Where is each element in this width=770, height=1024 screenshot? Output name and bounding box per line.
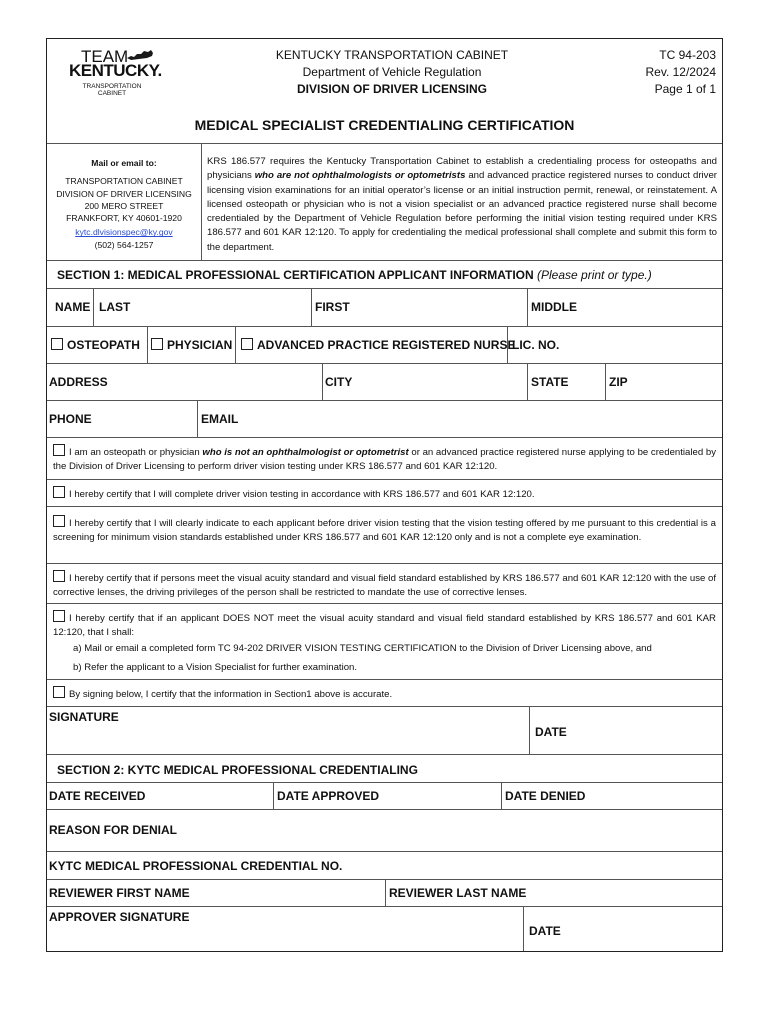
statement-1-checkbox[interactable] [53,444,65,456]
city-field[interactable]: CITY [325,375,353,389]
form-info [646,47,717,98]
aprn-checkbox[interactable] [241,338,253,350]
page-number: Page 1 of 1 [654,82,716,96]
header-row [47,39,722,143]
statement-4-row [47,564,722,604]
statement-4-text: I hereby certify that if persons meet the visual acuity standard and visual field standard established by KRS 186.577 and 601 KAR 12:120 with the use of corrective lenses, the driving privileges of the person shall be restricted to mandate the use of corrective lenses. [53,573,716,599]
agency-name: KENTUCKY TRANSPORTATION CABINET [275,48,509,62]
intro-emphasis: who are not ophthalmologists or optometrists [254,170,466,182]
kentucky-state-icon [125,49,155,61]
statement-6 [53,686,716,702]
statement-1-row [47,438,722,480]
section1-header [47,261,722,289]
signature-date-field[interactable]: DATE [535,725,567,739]
statement-5a: a) Mail or email a completed form TC 94-202 DRIVER VISION TESTING CERTIFICATION to the Division of Driver Licensing above, and [73,643,652,654]
section2-header [47,755,722,783]
date-received-field[interactable]: DATE RECEIVED [49,789,146,803]
signature-row [47,707,722,755]
phone-field[interactable]: PHONE [49,412,92,426]
reviewer-last-name-field[interactable]: REVIEWER LAST NAME [389,886,527,900]
statement-2-row [47,480,722,507]
approver-date-field[interactable]: DATE [529,924,561,938]
statement-3-row [47,507,722,564]
statement-5 [53,610,716,641]
reviewer-row [47,880,722,907]
division-name: DIVISION OF DRIVER LICENSING [296,82,488,96]
mail-email-link[interactable]: kytc.dlvisionspec@ky.gov [75,227,173,238]
first-name-field[interactable]: FIRST [315,300,350,314]
name-row [47,289,722,327]
form-title: MEDICAL SPECIALIST CREDENTIALING CERTIFICATION [194,117,575,133]
statement-6-checkbox[interactable] [53,686,65,698]
reason-row [47,810,722,852]
statement-4 [53,570,716,601]
mail-line-1: TRANSPORTATION CABINET [65,176,183,187]
revision: Rev. 12/2024 [645,65,716,79]
statement-1-text-a: I am an osteopath or physician [69,447,203,458]
date-denied-field[interactable]: DATE DENIED [505,789,586,803]
form-number: TC 94-203 [659,48,716,62]
intro-part-1: KRS 186.577 requires the Kentucky Transportation Cabinet to establish a credentialing process for osteopaths and physicians [207,156,717,182]
osteopath-label: OSTEOPATH [67,338,140,352]
physician-label: PHYSICIAN [167,338,233,352]
statement-3 [53,515,716,546]
last-name-field[interactable]: LAST [99,300,131,314]
logo-subtitle: TRANSPORTATION CABINET [82,83,142,97]
profession-row [47,327,722,364]
osteopath-option[interactable] [51,338,140,352]
mail-heading: Mail or email to: [91,158,157,168]
aprn-option[interactable] [241,338,515,352]
statement-6-text: By signing below, I certify that the information in Section1 above is accurate. [69,689,393,700]
statement-3-checkbox[interactable] [53,515,65,527]
logo-team: TEAM [81,47,129,66]
statement-3-text: I hereby certify that I will clearly indicate to each applicant before driver vision testing that the vision testing offered by me pursuant to this credential is a screening for minimum vision standards established under KRS 186.577 and 601 KAR 12:120 only and is not a complete eye examination. [53,518,716,544]
signature-field[interactable]: SIGNATURE [49,710,119,724]
phone-row [47,401,722,438]
state-field[interactable]: STATE [531,375,569,389]
reviewer-first-name-field[interactable]: REVIEWER FIRST NAME [49,886,190,900]
osteopath-checkbox[interactable] [51,338,63,350]
reason-for-denial-field[interactable]: REASON FOR DENIAL [49,823,178,837]
license-number-field[interactable]: LIC. NO. [512,338,560,352]
section2-title: SECTION 2: KYTC MEDICAL PROFESSIONAL CREDENTIALING [57,763,418,777]
logo-kentucky: KENTUCKY. [69,61,162,80]
statement-1-text-b: or an advanced practice registered nurse applying to be credentialed by the Division of Driver Licensing to perform driver vision testing under KRS 186.577 and 601 KAR 12:120. [53,447,716,473]
form [46,38,723,952]
credential-row [47,852,722,880]
statement-6-row [47,680,722,707]
intro-text [207,155,717,255]
address-field[interactable]: ADDRESS [49,375,108,389]
middle-name-field[interactable]: MIDDLE [531,300,577,314]
section1-title: SECTION 1: MEDICAL PROFESSIONAL CERTIFICATION APPLICANT INFORMATION [57,268,534,282]
approver-signature-field[interactable]: APPROVER SIGNATURE [49,910,190,924]
statement-1-emphasis: who is not an ophthalmologist or optometrist [202,447,409,458]
statement-2-checkbox[interactable] [53,486,65,498]
dates-row [47,783,722,810]
statement-4-checkbox[interactable] [53,570,65,582]
mail-line-3: 200 MERO STREET [84,200,164,211]
statement-5-row [47,604,722,680]
approver-row [47,907,722,951]
name-label: NAME [55,300,91,314]
zip-field[interactable]: ZIP [609,375,628,389]
agency-block [247,47,537,98]
mail-phone: (502) 564-1257 [94,239,154,250]
email-field[interactable]: EMAIL [201,412,239,426]
statement-2 [53,486,716,502]
physician-checkbox[interactable] [151,338,163,350]
aprn-label: ADVANCED PRACTICE REGISTERED NURSE [257,338,516,352]
mail-line-4: FRANKFORT, KY 40601-1920 [66,213,182,224]
mail-line-2: DIVISION OF DRIVER LICENSING [56,188,192,199]
intro-part-2: and advanced practice registered nurses to conduct driver licensing vision examinations for an initial operator’s license or an initial instruction permit, renewal, or reinstatement. A licensed osteopath or physician who is not a vision specialist or an advanced practice registered nurse shall become credentialed by the Department of Vehicle Regulation before performing the initial vision testing required under KRS 186.577 and 601 KAR 12:120. To apply for credentialing the medical professional shall complete and submit this form to the department. [207,170,717,253]
statement-5-checkbox[interactable] [53,610,65,622]
physician-option[interactable] [151,338,232,352]
mail-block [53,157,195,251]
address-row [47,364,722,401]
date-approved-field[interactable]: DATE APPROVED [277,789,380,803]
department-name: Department of Vehicle Regulation [302,65,482,79]
statement-1 [53,444,716,475]
credential-number-field[interactable]: KYTC MEDICAL PROFESSIONAL CREDENTIAL NO. [49,859,343,873]
statement-5-text: I hereby certify that if an applicant DOES NOT meet the visual acuity standard and visual field standard established by KRS 186.577 and 601 KAR 12:120, that I shall: [53,613,716,639]
section1-note: (Please print or type.) [537,268,652,282]
statement-2-text: I hereby certify that I will complete driver vision testing in accordance with KRS 186.577 and 601 KAR 12:120. [69,489,535,500]
statement-5b: b) Refer the applicant to a Vision Specialist for further examination. [73,662,358,673]
